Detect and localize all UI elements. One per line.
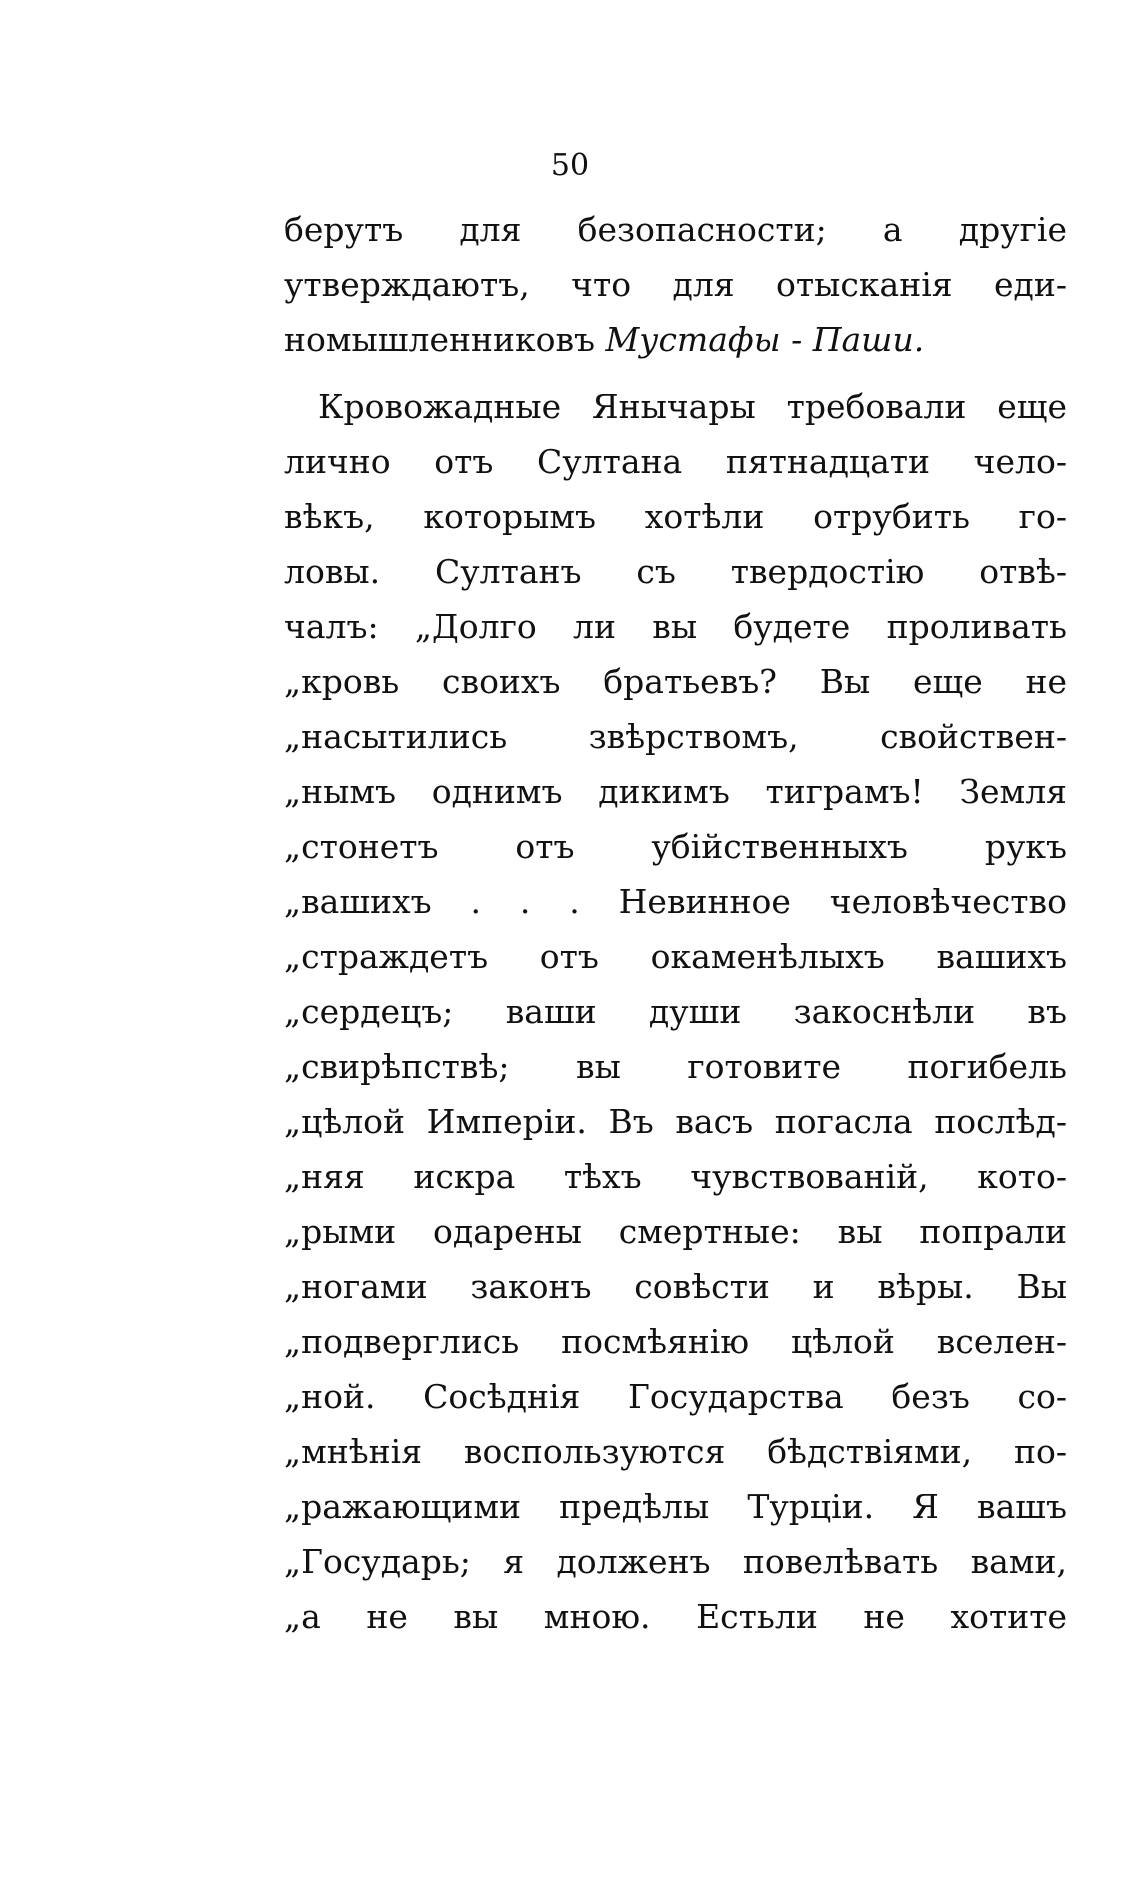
text-line: Кровожадные Янычары требовали еще: [318, 387, 1067, 426]
text-fragment: номышленниковъ: [284, 320, 606, 359]
text-line: утверждаютъ, что для отысканія еди-: [284, 265, 1067, 304]
text-line: „ногами законъ совѣсти и вѣры. Вы: [284, 1267, 1067, 1306]
text-line: [284, 312, 1067, 367]
text-line: „страждетъ отъ окаменѣлыхъ вашихъ: [284, 937, 1067, 976]
text-line: „а не вы мною. Естьли не хотите: [284, 1597, 1067, 1636]
text-line: „ной. Сосѣднія Государства безъ со-: [284, 1377, 1067, 1416]
text-line: „нымъ однимъ дикимъ тиграмъ! Земля: [284, 772, 1067, 811]
text-line: „цѣлой Имперіи. Въ васъ погасла послѣд-: [284, 1102, 1067, 1141]
text-line: „сердецъ; ваши души закоснѣли въ: [284, 992, 1067, 1031]
text-line: „свирѣпствѣ; вы готовите погибель: [284, 1047, 1067, 1086]
text-line: берутъ для безопасности; а другіе: [284, 210, 1067, 249]
paragraph-gap: [284, 367, 1067, 379]
text-line: „няя искра тѣхъ чувствованій, кото-: [284, 1157, 1067, 1196]
text-line: „мнѣнія воспользуются бѣдствіями, по-: [284, 1432, 1067, 1471]
text-line: ловы. Султанъ съ твердостію отвѣ-: [284, 552, 1067, 591]
body-text: [284, 202, 1067, 1644]
text-line: „подверглись посмѣянію цѣлой вселен-: [284, 1322, 1067, 1361]
text-line: вѣкъ, которымъ хотѣли отрубить го-: [284, 497, 1067, 536]
page-number: 50: [550, 148, 590, 183]
text-line: чалъ: „Долго ли вы будете проливать: [284, 607, 1067, 646]
text-line: „кровь своихъ братьевъ? Вы еще не: [284, 662, 1067, 701]
text-line: лично отъ Султана пятнадцати чело-: [284, 442, 1067, 481]
text-line: „вашихъ . . . Невинное человѣчество: [284, 882, 1067, 921]
text-line: „ражающими предѣлы Турціи. Я вашъ: [284, 1487, 1067, 1526]
text-line: „стонетъ отъ убійственныхъ рукъ: [284, 827, 1067, 866]
text-line: „рыми одарены смертные: вы попрали: [284, 1212, 1067, 1251]
italic-name: Мустафы - Паши.: [605, 320, 925, 359]
text-line: „насытились звѣрствомъ, свойствен-: [284, 717, 1067, 756]
text-line: „Государь; я долженъ повелѣвать вами,: [284, 1542, 1067, 1581]
